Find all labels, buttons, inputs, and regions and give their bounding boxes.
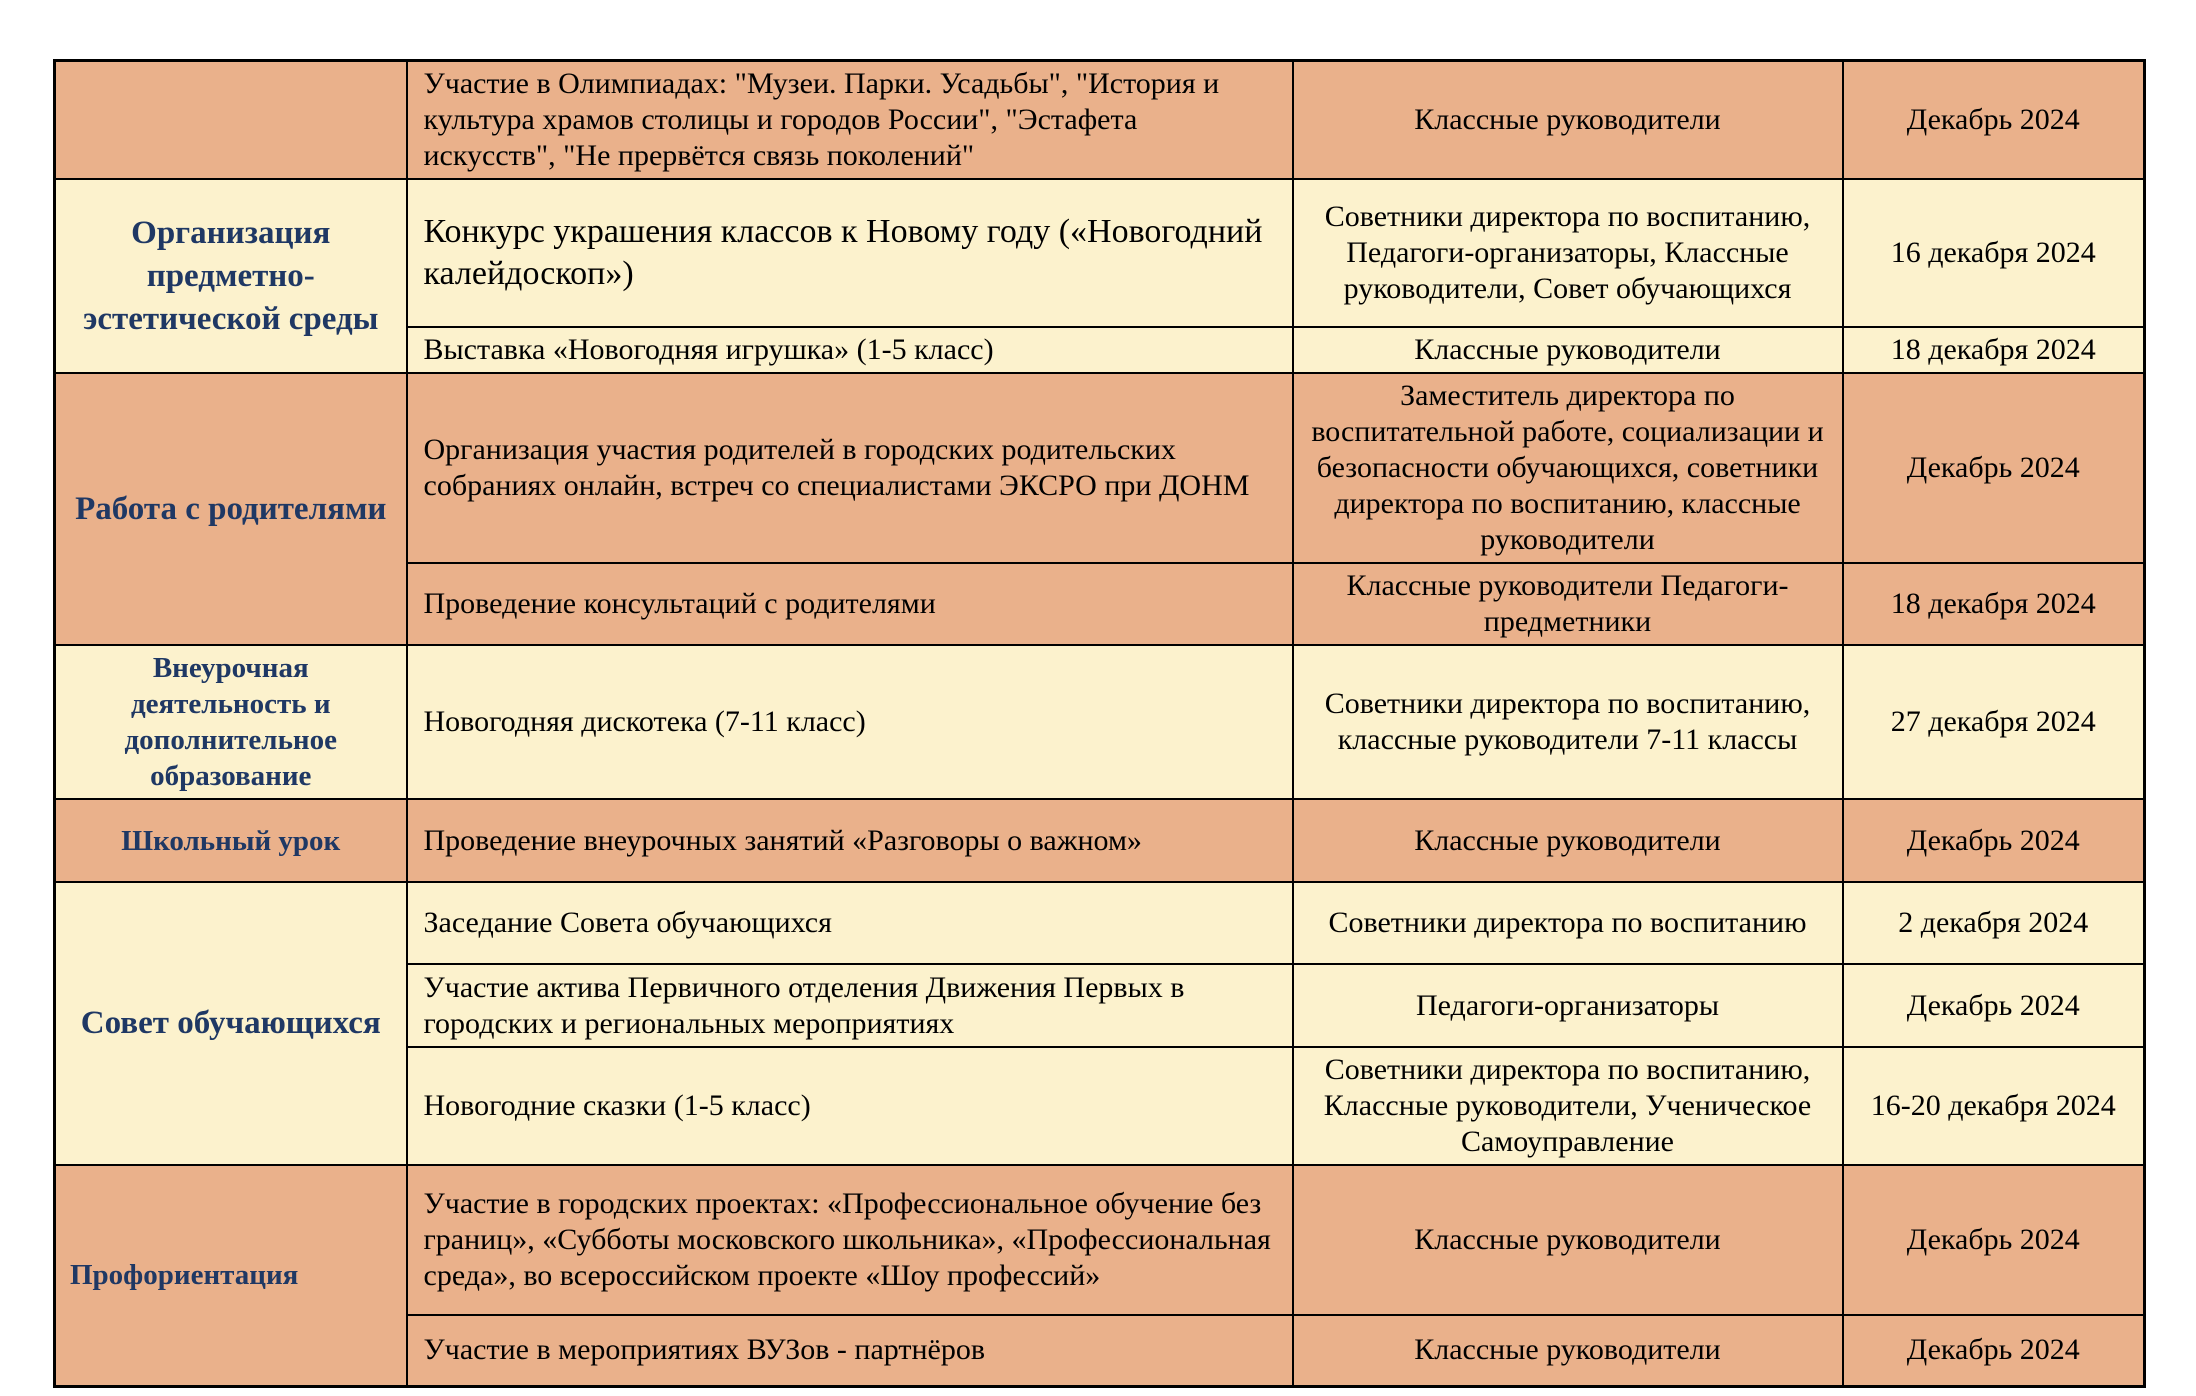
event-cell: Конкурс украшения классов к Новому году («Новогодний калейдоскоп») (407, 179, 1293, 327)
responsible-cell: Классные руководители (1293, 799, 1843, 882)
date-cell: 16 декабря 2024 (1843, 179, 2145, 327)
event-cell: Проведение консультаций с родителями (407, 563, 1293, 645)
responsible-cell: Советники директора по воспитанию, Педагоги-организаторы, Классные руководители, Совет обучающихся (1293, 179, 1843, 327)
date-cell: 18 декабря 2024 (1843, 327, 2145, 373)
responsible-cell: Советники директора по воспитанию, Классные руководители, Ученическое Самоуправление (1293, 1047, 1843, 1165)
responsible-cell: Классные руководители (1293, 1315, 1843, 1386)
responsible-cell: Классные руководители Педагоги-предметники (1293, 563, 1843, 645)
responsible-cell: Классные руководители (1293, 327, 1843, 373)
responsible-cell: Классные руководители (1293, 61, 1843, 180)
section-cell: Профориентация (55, 1165, 407, 1386)
table-row (55, 645, 2145, 799)
event-cell: Новогодняя дискотека (7-11 класс) (407, 645, 1293, 799)
event-cell: Участие в городских проектах: «Профессиональное обучение без границ», «Субботы московского школьника», «Профессиональная среда», во всероссийском проекте «Шоу профессий» (407, 1165, 1293, 1315)
date-cell: 16-20 декабря 2024 (1843, 1047, 2145, 1165)
date-cell: 27 декабря 2024 (1843, 645, 2145, 799)
event-cell: Организация участия родителей в городских родительских собраниях онлайн, встреч со специалистами ЭКСРО при ДОНМ (407, 373, 1293, 563)
table-row (55, 1165, 2145, 1315)
event-cell: Заседание Совета обучающихся (407, 882, 1293, 964)
event-cell: Новогодние сказки (1-5 класс) (407, 1047, 1293, 1165)
responsible-cell: Советники директора по воспитанию, классные руководители 7-11 классы (1293, 645, 1843, 799)
responsible-cell: Педагоги-организаторы (1293, 964, 1843, 1047)
responsible-cell: Классные руководители (1293, 1165, 1843, 1315)
date-cell: 18 декабря 2024 (1843, 563, 2145, 645)
table-row (55, 61, 2145, 180)
section-cell: Школьный урок (55, 799, 407, 882)
date-cell: Декабрь 2024 (1843, 61, 2145, 180)
date-cell: Декабрь 2024 (1843, 1165, 2145, 1315)
section-cell-empty (55, 61, 407, 180)
table-row (55, 882, 2145, 964)
event-plan-table (53, 59, 2146, 1388)
section-cell: Совет обучающихся (55, 882, 407, 1165)
event-cell: Выставка «Новогодняя игрушка» (1-5 класс) (407, 327, 1293, 373)
section-cell: Организация предметно-эстетической среды (55, 179, 407, 373)
date-cell: Декабрь 2024 (1843, 964, 2145, 1047)
event-cell: Участие актива Первичного отделения Движения Первых в городских и региональных мероприятиях (407, 964, 1293, 1047)
date-cell: Декабрь 2024 (1843, 1315, 2145, 1386)
date-cell: Декабрь 2024 (1843, 373, 2145, 563)
event-cell: Участие в мероприятиях ВУЗов - партнёров (407, 1315, 1293, 1386)
section-cell: Работа с родителями (55, 373, 407, 645)
section-cell: Внеурочная деятельность и дополнительное образование (55, 645, 407, 799)
responsible-cell: Советники директора по воспитанию (1293, 882, 1843, 964)
event-cell: Участие в Олимпиадах: "Музеи. Парки. Усадьбы", "История и культура храмов столицы и городов России", "Эстафета искусств", "Не прервётся связь поколений" (407, 61, 1293, 180)
table-row (55, 799, 2145, 882)
date-cell: 2 декабря 2024 (1843, 882, 2145, 964)
date-cell: Декабрь 2024 (1843, 799, 2145, 882)
table-row (55, 373, 2145, 563)
responsible-cell: Заместитель директора по воспитательной работе, социализации и безопасности обучающихся, советники директора по воспитанию, классные руководители (1293, 373, 1843, 563)
table-row (55, 179, 2145, 327)
event-cell: Проведение внеурочных занятий «Разговоры о важном» (407, 799, 1293, 882)
